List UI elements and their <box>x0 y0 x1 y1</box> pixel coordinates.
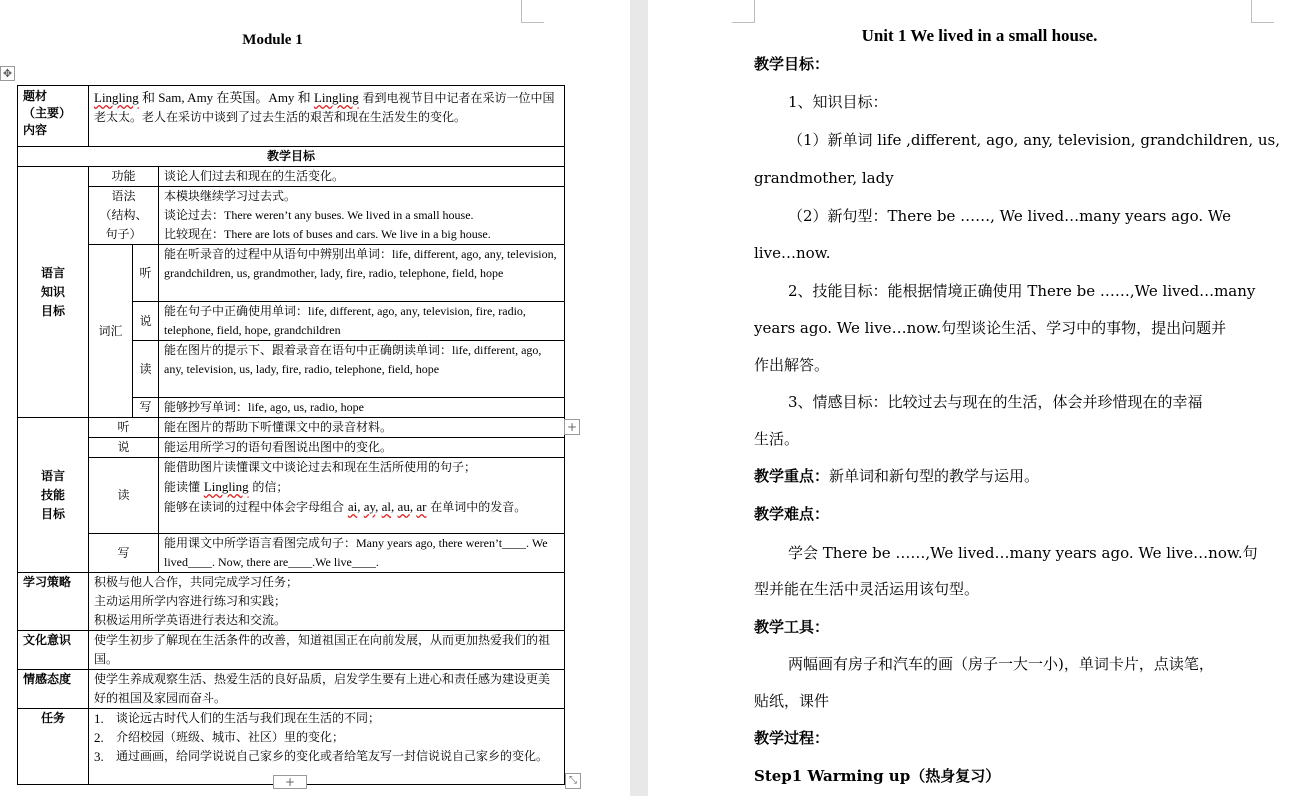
table-row <box>18 245 565 302</box>
strategy-line: 积极运用所学英语进行表达和交流。 <box>94 613 287 627</box>
new-patterns-line-1: （2）新句型：There be ……, We lived…many years ago. We <box>788 207 1231 225</box>
skill-write-content: 能用课文中所学语言看图完成句子：Many years ago, there weren’t____. We lived____. Now, there are____.We live____. <box>159 534 565 573</box>
emotion-goal-line-1: 3、情感目标：比较过去与现在的生活，体会并珍惜现在的幸福 <box>788 393 1203 411</box>
module-title: Module 1 <box>242 32 303 48</box>
topic-label: 题材 （主要） 内容 <box>18 86 89 147</box>
function-label: 功能 <box>89 167 159 187</box>
skill-read-line-2-prefix: 能读懂 <box>164 480 204 494</box>
skill-read-label: 读 <box>89 458 159 534</box>
topic-name-2: Lingling <box>313 90 359 105</box>
tools-line-1: 两幅画有房子和汽车的画（房子一大一小)，单词卡片，点读笔， <box>788 655 1214 673</box>
strategy-label: 学习策略 <box>18 573 89 631</box>
skill-listen-label: 听 <box>89 418 159 438</box>
right-document-page <box>648 0 1311 796</box>
knowledge-goal: 1、知识目标： <box>788 93 888 111</box>
task-label: 任务 <box>18 709 89 785</box>
list-item: 1. 谈论远古时代人们的生活与我们现在生活的不同； <box>94 711 381 726</box>
grammar-label: 语法 （结构、 句子） <box>89 187 159 245</box>
table-row <box>18 187 565 245</box>
skill-speak-content: 能运用所学习的语句看图说出图中的变化。 <box>159 438 565 458</box>
difficulties-line-2: 型并能在生活中灵活运用该句型。 <box>754 580 980 598</box>
skill-read-line-2 <box>164 477 559 497</box>
table-resize-icon[interactable]: ⤡ <box>565 773 581 789</box>
table-row <box>18 438 565 458</box>
key-points <box>754 466 1254 486</box>
tools-heading: 教学工具： <box>754 618 830 636</box>
table-row <box>18 167 565 187</box>
grammar-line-1: 本模块继续学习过去式。 <box>164 189 297 203</box>
vocab-read-label: 读 <box>133 341 159 398</box>
difficulties-line-1: 学会 There be ……,We lived…many years ago. We live…now.句 <box>788 544 1258 562</box>
vocab-speak-content: 能在句子中正确使用单词：life, different, ago, any, television, fire, radio, telephone, field, hope, grandchildren <box>159 302 565 341</box>
topic-content <box>89 86 565 147</box>
attitude-label: 情感态度 <box>18 670 89 709</box>
new-patterns-line-2: live…now. <box>754 244 831 262</box>
vocab-listen-content: 能在听录音的过程中从语句中辨别出单词：life, different, ago, any, television, grandchildren, us, grandmother, lady, fire, radio, telephone, field, hope <box>159 245 565 302</box>
vocab-listen-label: 听 <box>133 245 159 302</box>
table-row <box>18 86 565 147</box>
process-heading: 教学过程： <box>754 729 830 747</box>
list-item: 2. 介绍校园（班级、城市、社区）里的变化； <box>94 730 345 745</box>
lesson-plan-table <box>17 85 565 785</box>
list-item: 3. 通过画画，给同学说说自己家乡的变化或者给笔友写一封信说说自己家乡的变化。 <box>94 749 549 764</box>
emotion-goal-line-2: 生活。 <box>754 430 800 448</box>
culture-content: 使学生初步了解现在生活条件的改善，知道祖国正在向前发展，从而更加热爱我们的祖国。 <box>89 631 565 670</box>
skill-read-line-3-prefix: 能够在读词的过程中体会字母组合 <box>164 500 348 514</box>
grammar-line-3: 比较现在：There are lots of buses and cars. We live in a big house. <box>164 227 491 241</box>
letter-combo: ai <box>347 499 358 514</box>
vocab-write-label: 写 <box>133 398 159 418</box>
difficulties-heading: 教学难点： <box>754 505 830 523</box>
task-list <box>94 709 559 766</box>
skill-read-name: Lingling <box>203 479 249 494</box>
skill-goal-line-1: 2、技能目标：能根据情境正确使用 There be ……,We lived…many <box>788 282 1256 300</box>
skill-read-line-1: 能借助图片读懂课文中谈论过去和现在生活所使用的句子； <box>164 460 477 474</box>
vocab-speak-label: 说 <box>133 302 159 341</box>
new-words-line-1: （1）新单词 life ,different, ago, any, television, grandchildren, us, <box>788 131 1280 149</box>
skill-speak-label: 说 <box>89 438 159 458</box>
table-row <box>18 147 565 167</box>
attitude-content: 使学生养成观察生活、热爱生活的良好品质，启发学生要有上进心和责任感为建设更美好的祖国及家园而奋斗。 <box>89 670 565 709</box>
table-row <box>18 458 565 534</box>
vocab-read-content: 能在图片的提示下、跟着录音在语句中正确朗读单词：life, different, ago, any, television, us, lady, fire, radio, telephone, field, hope <box>159 341 565 398</box>
language-knowledge-label: 语言 知识 目标 <box>18 167 89 418</box>
grammar-content <box>159 187 565 245</box>
skill-read-line-3-suffix: 在单词中的发音。 <box>426 500 527 514</box>
table-row <box>18 631 565 670</box>
vocabulary-label: 词汇 <box>89 245 133 418</box>
language-skill-label: 语言 技能 目标 <box>18 418 89 573</box>
page-corner-mark <box>732 0 755 23</box>
table-row <box>18 573 565 631</box>
skill-goal-line-3: 作出解答。 <box>754 356 830 374</box>
skill-listen-content: 能在图片的帮助下听懂课文中的录音材料。 <box>159 418 565 438</box>
table-row <box>18 534 565 573</box>
topic-part-1: 和 Sam, Amy 在英国。Amy 和 <box>138 90 314 105</box>
step1-heading: Step1 Warming up（热身复习） <box>754 767 1001 785</box>
goals-header: 教学目标 <box>18 147 565 167</box>
table-row <box>18 670 565 709</box>
strategy-line: 积极与他人合作，共同完成学习任务； <box>94 575 299 589</box>
strategy-line: 主动运用所学内容进行练习和实践； <box>94 594 287 608</box>
skill-goal-line-2: years ago. We live…now.句型谈论生活、学习中的事物，提出问题并 <box>754 319 1227 337</box>
skill-read-content <box>159 458 565 534</box>
move-cross-icon: ✥ <box>2 67 13 80</box>
add-column-button[interactable]: + <box>564 419 580 435</box>
key-points-label: 教学重点： <box>754 467 830 485</box>
objectives-heading: 教学目标： <box>754 55 830 73</box>
skill-write-label: 写 <box>89 534 159 573</box>
skill-read-line-3: 能够在读词的过程中体会字母组合 ai, ay, al, au, ar 在单词中的发音。 <box>164 499 527 514</box>
letter-combo: ay <box>363 499 376 514</box>
strategy-content <box>89 573 565 631</box>
page-gutter <box>630 0 648 796</box>
add-row-button[interactable]: + <box>273 775 307 789</box>
left-document-page <box>0 0 630 796</box>
grammar-line-2: 谈论过去：There weren’t any buses. We lived in a small house. <box>164 208 474 222</box>
table-move-handle[interactable] <box>0 66 15 81</box>
topic-part-2: 看到电视节目中记者在采访一位中国老太太。老人在采访中谈到了过去生活的艰苦和现在生活发生的变化。 <box>94 91 555 124</box>
page-corner-mark <box>1251 0 1274 23</box>
letter-combo: ar <box>416 499 427 514</box>
culture-label: 文化意识 <box>18 631 89 670</box>
new-words-line-2: grandmother, lady <box>754 169 894 187</box>
unit-title: Unit 1 We lived in a small house. <box>861 26 1098 45</box>
table-row <box>18 418 565 438</box>
tools-line-2: 贴纸，课件 <box>754 692 830 710</box>
table-row <box>18 709 565 785</box>
page-corner-mark <box>521 0 544 23</box>
topic-name-1: Lingling <box>94 90 139 105</box>
vocab-write-content: 能够抄写单词：life, ago, us, radio, hope <box>159 398 565 418</box>
skill-read-line-2-suffix: 的信； <box>248 480 289 494</box>
letter-combo: al <box>381 499 392 514</box>
function-content: 谈论人们过去和现在的生活变化。 <box>159 167 565 187</box>
letter-combo: au <box>397 499 410 514</box>
task-content <box>89 709 565 785</box>
key-points-text: 新单词和新句型的教学与运用。 <box>829 467 1040 485</box>
